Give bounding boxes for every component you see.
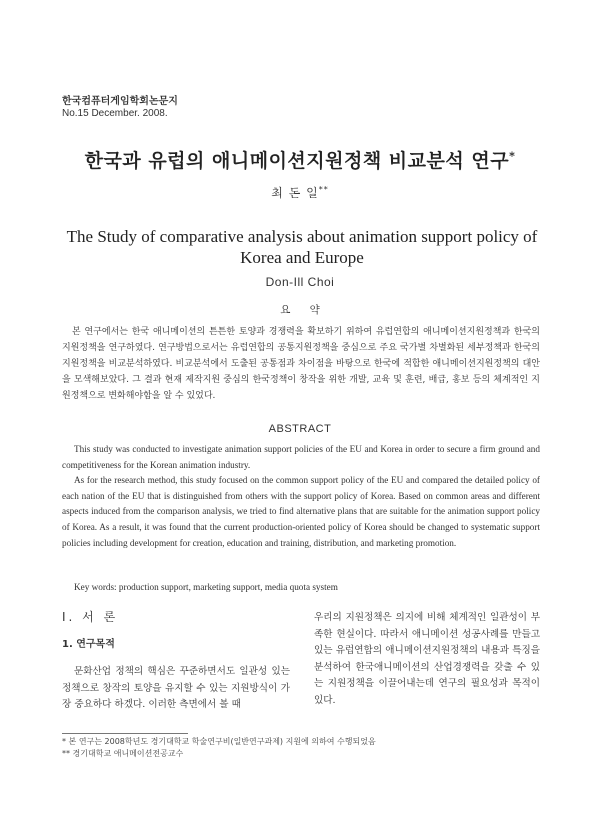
korean-abstract: 본 연구에서는 한국 애니메이션의 튼튼한 토양과 경쟁력을 확보하기 위하여 유럽연합의 애니메이션지원정책과 한국의 지원정책을 연구하였다. 연구방법으로서는 유럽연합의 공통지원정책을 중심으로 주요 국가별 차별화된 세부정책과 한국의 지원정책을 비교분석하였다. 비교분석에서 도출된 공통점과 차이점을 바탕으로 한국에 적합한 애니메이션지원정책의 대안을 모색해보았다. 그 결과 현재 제작지원 중심의 한국정책이 창작을 위한 개발, 교육 및 훈련, 배급, 홍보 등의 체계적인 지원정책으로 변화해야함을 알 수 있었다. (62, 327, 540, 401)
keywords: Key words: production support, marketing support, media quota system (74, 582, 338, 592)
abstract-paragraph: As for the research method, this study focused on the common support policy of the EU and compared the detailed policy of each nation of the EU that is distinguished from others with the support policy of Korea. Based on common areas and different aspects induced from the comparison analysis, we tried to find alternative plans that are suitable for the animation support policy of Korea. As a result, it was found that the current production-oriented policy of Korea should be changed to systematic support policies including development for creation, education and training, distribution, and marketing promotion. (62, 475, 540, 548)
journal-issue: No.15 December. 2008. (62, 108, 168, 119)
abstract-paragraph: This study was conducted to investigate animation support policies of the EU and Korea in order to secure a firm ground and competitiveness for the Korean animation industry. (62, 444, 540, 470)
author-footnote-mark: ** (318, 185, 329, 194)
korean-title (0, 146, 600, 173)
korean-author-name: 최 돈 일 (271, 186, 319, 200)
english-author: Don-Ill Choi (265, 275, 335, 289)
intro-paragraph-right: 우리의 지원정책은 의지에 비해 체계적인 일관성이 부족한 현실이다. 따라서 애니메이션 성공사례를 만들고 있는 유럽연합의 애니메이션지원정책의 내용과 특징을 분석하여 한국애니메이션의 산업경쟁력을 갖출 수 있는 지원정책을 이끌어내는데 연구의 필요성과 목적이 있다. (314, 612, 540, 706)
english-title: The Study of comparative analysis about animation support policy of Korea and Europe (66, 227, 538, 267)
english-abstract-heading: ABSTRACT (268, 423, 332, 435)
left-column (62, 608, 290, 714)
footnote-1: * 본 연구는 2008학년도 경기대학교 학술연구비(일반연구과제) 지원에 의하여 수행되었음 (62, 737, 376, 746)
journal-name: 한국컴퓨터게임학회논문지 (62, 96, 178, 107)
korean-author (0, 184, 600, 201)
korean-title-text: 한국과 유럽의 애니메이션지원정책 비교분석 연구 (84, 150, 510, 172)
footnote-divider (62, 733, 188, 734)
subsection-heading: 1. 연구목적 (62, 639, 115, 650)
journal-header (62, 96, 178, 120)
korean-abstract-heading: 요 약 (280, 304, 328, 316)
title-footnote-mark: * (509, 149, 516, 163)
footnote-2: ** 경기대학교 애니메이션전공교수 (62, 749, 184, 758)
intro-paragraph-left: 문화산업 정책의 핵심은 꾸준하면서도 일관성 있는 정책으로 창작의 토양을 유지할 수 있는 지원방식이 가장 중요하다 하겠다. 이러한 측면에서 볼 때 (62, 666, 290, 710)
footnotes (62, 736, 540, 760)
right-column (314, 610, 540, 709)
section-heading: Ⅰ. 서 론 (62, 610, 119, 624)
english-abstract (62, 442, 540, 551)
